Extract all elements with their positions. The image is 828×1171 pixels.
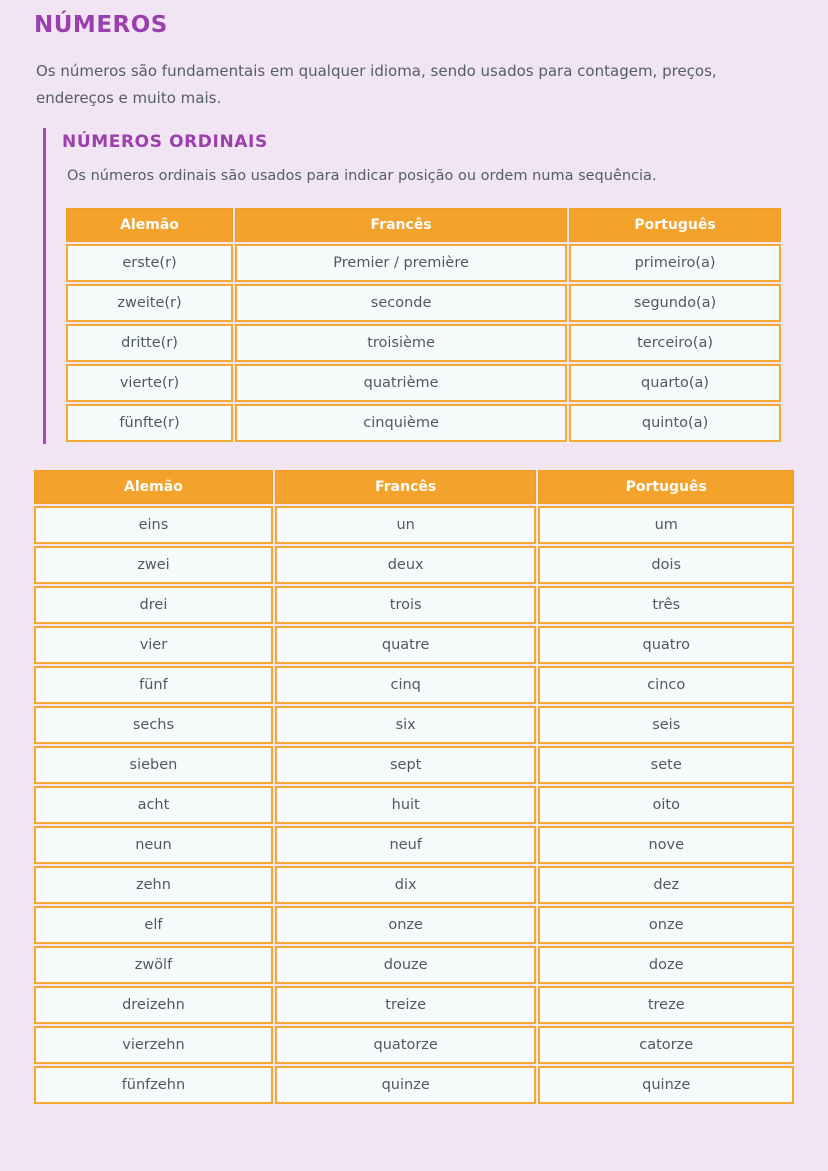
table-cell: fünfzehn: [34, 1066, 273, 1104]
table-row: [34, 786, 794, 824]
table-cell: oito: [538, 786, 794, 824]
table-cell: zwölf: [34, 946, 273, 984]
table-cell: erste(r): [66, 244, 233, 282]
table-cell: eins: [34, 506, 273, 544]
table-row: [34, 946, 794, 984]
table-row: [34, 906, 794, 944]
table-cell: quatro: [538, 626, 794, 664]
table-cell: nove: [538, 826, 794, 864]
table-cell: onze: [538, 906, 794, 944]
table-row: [66, 364, 781, 402]
table-cell: seis: [538, 706, 794, 744]
table-cell: six: [275, 706, 537, 744]
table-row: [34, 626, 794, 664]
table-cell: drei: [34, 586, 273, 624]
table-cell: huit: [275, 786, 537, 824]
table-row: [34, 586, 794, 624]
table-row: [34, 866, 794, 904]
table-cell: deux: [275, 546, 537, 584]
table-cell: quatorze: [275, 1026, 537, 1064]
column-header: Francês: [275, 470, 537, 504]
column-header: Alemão: [66, 208, 233, 242]
section-title: NÚMEROS ORDINAIS: [62, 132, 268, 152]
table-cell: zweite(r): [66, 284, 233, 322]
table-cell: zwei: [34, 546, 273, 584]
table-cell: sept: [275, 746, 537, 784]
table-row: [34, 746, 794, 784]
table-cell: vierte(r): [66, 364, 233, 402]
table-row: [34, 826, 794, 864]
table-cell: sechs: [34, 706, 273, 744]
table-row: [34, 1026, 794, 1064]
table-cell: segundo(a): [569, 284, 781, 322]
table-cell: fünf: [34, 666, 273, 704]
table-row: [34, 986, 794, 1024]
table-cell: troisième: [235, 324, 567, 362]
table-row: [66, 284, 781, 322]
table-header-row: [66, 208, 781, 242]
table-cell: Premier / première: [235, 244, 567, 282]
table-cell: quatrième: [235, 364, 567, 402]
table-cell: cinco: [538, 666, 794, 704]
table-cell: dix: [275, 866, 537, 904]
table-cell: quinze: [275, 1066, 537, 1104]
table-cell: três: [538, 586, 794, 624]
table-cell: trois: [275, 586, 537, 624]
table-cell: doze: [538, 946, 794, 984]
table-cell: primeiro(a): [569, 244, 781, 282]
table-cell: acht: [34, 786, 273, 824]
table-cell: seconde: [235, 284, 567, 322]
table-cell: vierzehn: [34, 1026, 273, 1064]
table-cell: douze: [275, 946, 537, 984]
page-title: NÚMEROS: [34, 12, 168, 38]
table-cell: quarto(a): [569, 364, 781, 402]
table-row: [34, 666, 794, 704]
table-cell: dois: [538, 546, 794, 584]
table-cell: zehn: [34, 866, 273, 904]
table-cell: cinq: [275, 666, 537, 704]
table-cell: treize: [275, 986, 537, 1024]
table-cell: dez: [538, 866, 794, 904]
table-cell: catorze: [538, 1026, 794, 1064]
table-cell: vier: [34, 626, 273, 664]
ordinal-numbers-section: [43, 128, 796, 444]
table-header-row: [34, 470, 794, 504]
intro-paragraph: Os números são fundamentais em qualquer idioma, sendo usados para contagem, preços, endereços e muito mais.: [36, 62, 717, 107]
ordinal-numbers-table: [64, 206, 783, 444]
column-header: Português: [569, 208, 781, 242]
table-cell: neuf: [275, 826, 537, 864]
table-cell: dreizehn: [34, 986, 273, 1024]
table-row: [34, 706, 794, 744]
table-cell: quinze: [538, 1066, 794, 1104]
table-cell: quinto(a): [569, 404, 781, 442]
table-row: [66, 324, 781, 362]
table-cell: quatre: [275, 626, 537, 664]
table-row: [34, 1066, 794, 1104]
table-cell: sieben: [34, 746, 273, 784]
table-cell: sete: [538, 746, 794, 784]
table-cell: terceiro(a): [569, 324, 781, 362]
table-row: [66, 404, 781, 442]
table-cell: neun: [34, 826, 273, 864]
table-cell: cinquième: [235, 404, 567, 442]
table-cell: um: [538, 506, 794, 544]
table-row: [34, 546, 794, 584]
table-cell: dritte(r): [66, 324, 233, 362]
column-header: Português: [538, 470, 794, 504]
table-cell: elf: [34, 906, 273, 944]
cardinal-numbers-table: [32, 468, 796, 1106]
table-cell: treze: [538, 986, 794, 1024]
table-cell: fünfte(r): [66, 404, 233, 442]
column-header: Francês: [235, 208, 567, 242]
column-header: Alemão: [34, 470, 273, 504]
table-row: [66, 244, 781, 282]
table-row: [34, 506, 794, 544]
table-cell: un: [275, 506, 537, 544]
section-description: Os números ordinais são usados para indicar posição ou ordem numa sequência.: [67, 168, 657, 184]
table-cell: onze: [275, 906, 537, 944]
